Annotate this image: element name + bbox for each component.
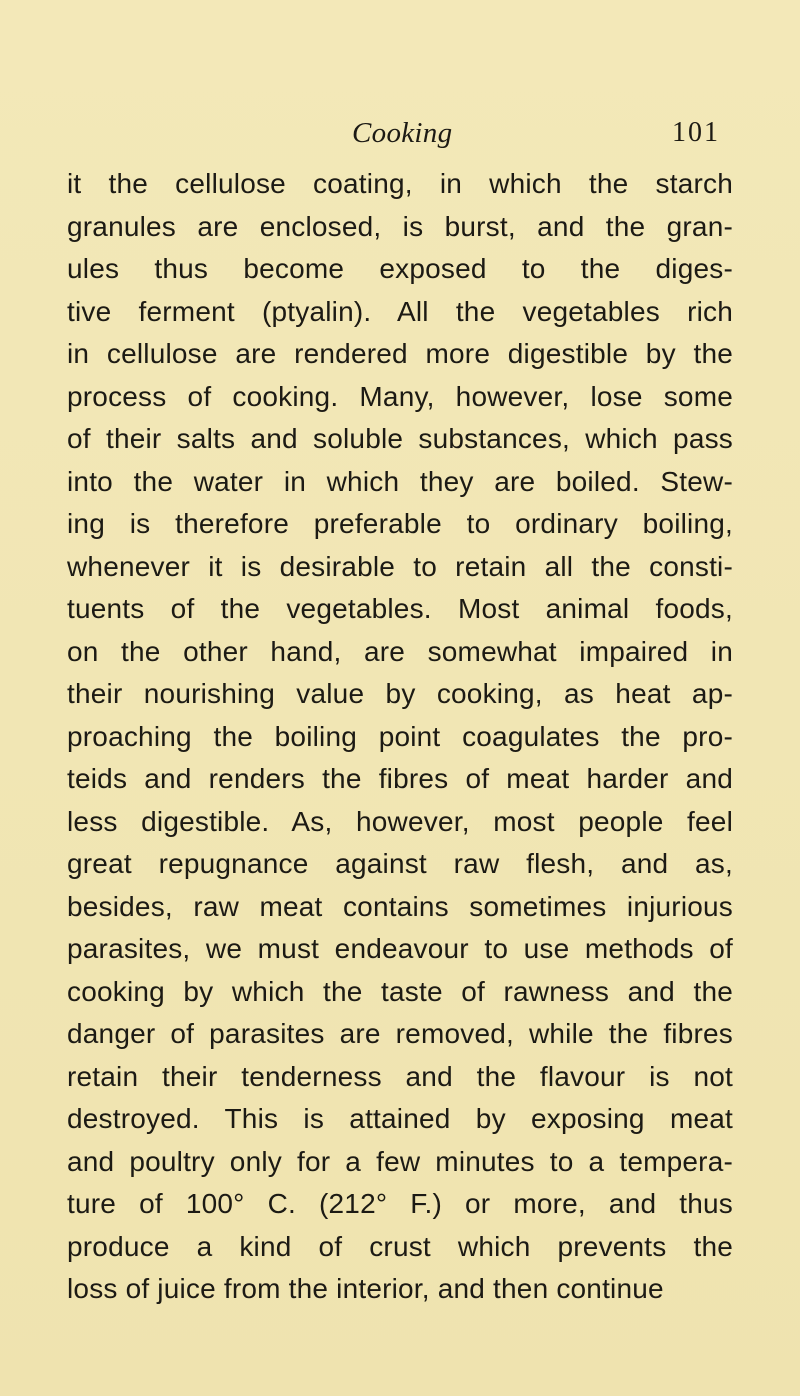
text-line: of their salts and soluble substances, which pass bbox=[67, 423, 733, 454]
text-line: tive ferment (ptyalin). All the vegetables rich bbox=[67, 295, 733, 327]
text-line: granules are enclosed, is burst, and the gran- bbox=[67, 210, 733, 242]
text-line: it the cellulose coating, in which the starch bbox=[67, 168, 733, 199]
page-number: 101 bbox=[672, 117, 720, 148]
text-line: on the other hand, are somewhat impaired in bbox=[67, 635, 733, 667]
text-line: into the water in which they are boiled. Stew- bbox=[67, 465, 733, 497]
text-line: ing is therefore preferable to ordinary boiling, bbox=[67, 508, 733, 539]
text-line: destroyed. This is attained by exposing meat bbox=[67, 1103, 733, 1134]
text-line: their nourishing value by cooking, as heat ap- bbox=[67, 678, 733, 709]
text-line: parasites, we must endeavour to use methods of bbox=[67, 933, 733, 964]
text-line: less digestible. As, however, most people feel bbox=[67, 805, 733, 837]
text-line: loss of juice from the interior, and then continue bbox=[67, 1273, 664, 1304]
text-line: ules thus become exposed to the diges- bbox=[67, 253, 733, 284]
text-line: great repugnance against raw flesh, and as, bbox=[67, 848, 733, 879]
text-line: teids and renders the fibres of meat harder and bbox=[67, 763, 733, 794]
text-line: tuents of the vegetables. Most animal foods, bbox=[67, 593, 733, 624]
text-line: ture of 100° C. (212° F.) or more, and thus bbox=[67, 1188, 733, 1219]
text-line: produce a kind of crust which prevents the bbox=[67, 1230, 733, 1262]
text-line: process of cooking. Many, however, lose some bbox=[67, 380, 733, 412]
text-line: besides, raw meat contains sometimes injurious bbox=[67, 890, 733, 922]
text-line: in cellulose are rendered more digestible by the bbox=[67, 338, 733, 369]
text-line: retain their tenderness and the flavour is not bbox=[67, 1060, 733, 1092]
running-title: Cooking bbox=[352, 117, 453, 149]
text-line: and poultry only for a few minutes to a tempera- bbox=[67, 1145, 733, 1177]
text-line: cooking by which the taste of rawness and the bbox=[67, 975, 733, 1007]
text-line: whenever it is desirable to retain all the consti- bbox=[67, 550, 733, 582]
running-head bbox=[0, 113, 800, 153]
text-line: danger of parasites are removed, while the fibres bbox=[67, 1018, 733, 1049]
body-text bbox=[67, 163, 733, 1311]
text-line: proaching the boiling point coagulates the pro- bbox=[67, 720, 733, 752]
